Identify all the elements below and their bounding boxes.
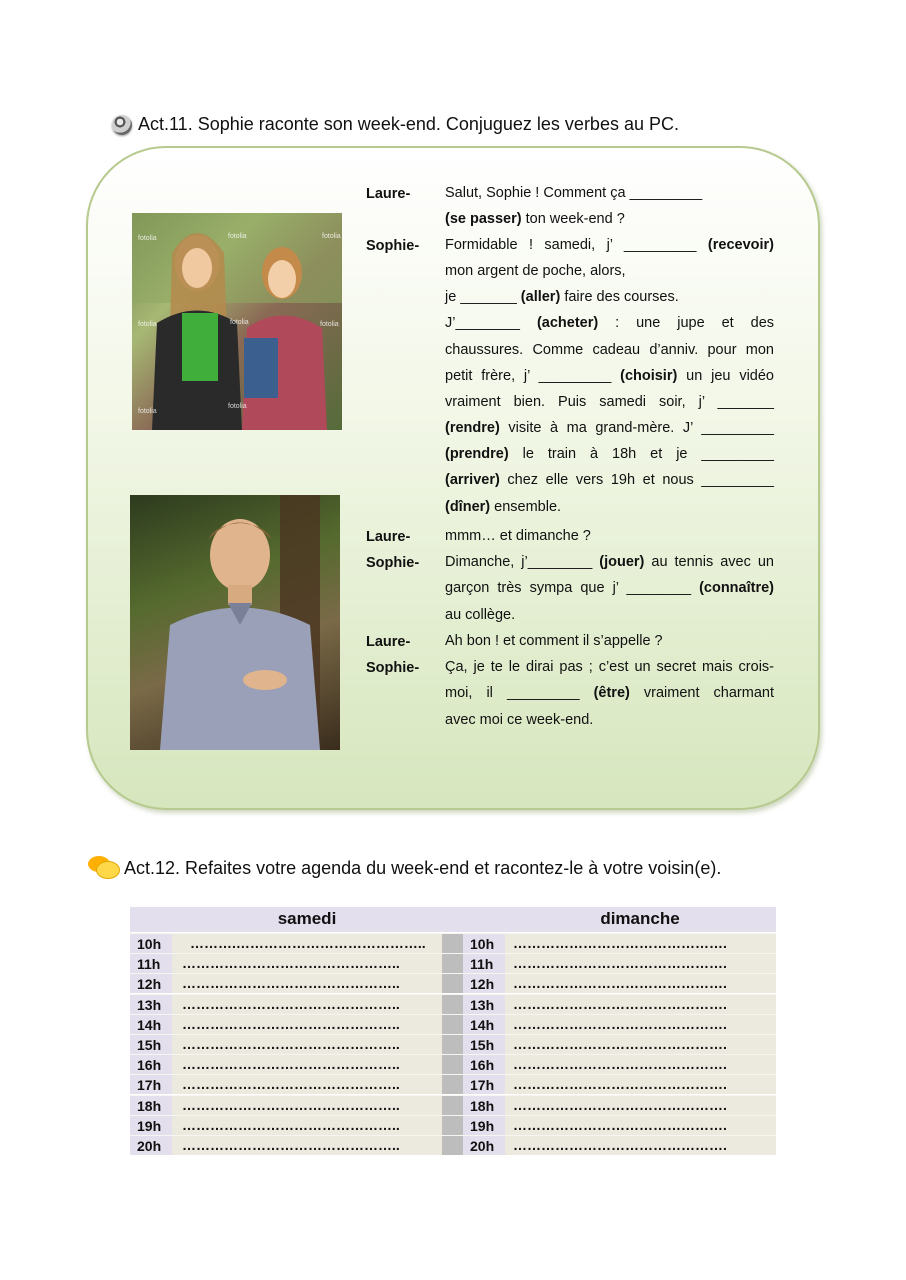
line-samedi: ……………………………………….. [172,953,442,973]
speaker-laure: Laure- [366,634,411,650]
agenda-row [130,994,776,1014]
act11-title-row [112,114,679,135]
hour-dimanche: 15h [463,1034,505,1054]
line-samedi: ……………………………………….. [172,1095,442,1115]
agenda-row [130,1074,776,1094]
speaker-laure: Laure- [366,529,411,545]
hour-samedi: 17h [130,1074,172,1094]
agenda-row [130,953,776,973]
speaker-sophie: Sophie- [366,555,420,571]
dialogue-line: Ah bon ! et comment il s’appelle ? [445,633,663,649]
photo-two-girls [132,213,342,430]
spacer-cell [442,1034,463,1054]
hour-dimanche: 11h [463,953,505,973]
hour-dimanche: 10h [463,933,505,953]
agenda-row [130,1095,776,1115]
line-samedi: ……………………………………….. [172,1135,442,1155]
boy-illustration [130,495,340,750]
line-dimanche: ………………………………………. [505,933,776,953]
hour-samedi: 20h [130,1135,172,1155]
hour-samedi: 19h [130,1115,172,1135]
agenda-row [130,1135,776,1155]
line-samedi: ……….………………………………….. [172,933,442,953]
dialogue-line: chaussures. Comme cadeau d’anniv. pour mon [445,342,774,358]
watermark: fotolia [320,321,339,328]
spacer-cell [442,1054,463,1074]
agenda-row [130,1054,776,1074]
act12-title: Act.12. Refaites votre agenda du week-end et racontez-le à votre voisin(e). [124,857,722,878]
dialogue-line: Formidable ! samedi, j’ _________ (recevoir) [445,237,774,253]
act12-title-row [88,856,721,880]
hour-samedi: 13h [130,994,172,1014]
speaker-laure: Laure- [366,186,411,202]
watermark: fotolia [228,403,247,410]
line-dimanche: ………………………………………. [505,973,776,993]
line-samedi: ……………………………………….. [172,973,442,993]
dialogue-line: (prendre) le train à 18h et je _________ [445,446,774,462]
dialogue-line: je _______ (aller) faire des courses. [445,289,679,305]
act11-title: Act.11. Sophie raconte son week-end. Conjuguez les verbes au PC. [138,114,679,134]
line-samedi: ……………………………………….. [172,1054,442,1074]
spacer-cell [442,1115,463,1135]
hour-samedi: 18h [130,1095,172,1115]
photo-boy [130,495,340,750]
hour-samedi: 14h [130,1014,172,1034]
dialogue-line: petit frère, j’ _________ (choisir) un jeu vidéo [445,368,774,384]
dialogue-line: Dimanche, j’________ (jouer) au tennis avec un [445,554,774,570]
hour-dimanche: 18h [463,1095,505,1115]
hour-samedi: 10h [130,933,172,953]
line-samedi: ……………………………………….. [172,1074,442,1094]
speaker-sophie: Sophie- [366,660,420,676]
spacer-cell [442,907,463,932]
agenda-header-row [130,907,776,932]
spacer-cell [442,994,463,1014]
spacer-cell [442,1014,463,1034]
dialogue-line: Salut, Sophie ! Comment ça _________ [445,185,703,201]
line-samedi: ……………………………………….. [172,1115,442,1135]
line-dimanche: ………………………………………. [505,1074,776,1094]
hour-dimanche: 13h [463,994,505,1014]
spacer-cell [442,933,463,953]
dialogue-line: (rendre) visite à ma grand-mère. J’ _________ [445,420,774,436]
dialogue-line: (dîner) ensemble. [445,499,562,515]
line-samedi: ……………………………………….. [172,1014,442,1034]
cd-icon [112,115,132,135]
line-samedi: ……………………………………….. [172,994,442,1014]
hour-dimanche: 19h [463,1115,505,1135]
hour-samedi: 15h [130,1034,172,1054]
spacer-cell [442,953,463,973]
agenda-row [130,1034,776,1054]
dialogue-line: vraiment bien. Puis samedi soir, j’ _______ [445,394,774,410]
spacer-cell [442,1135,463,1155]
hour-dimanche: 14h [463,1014,505,1034]
hour-dimanche: 17h [463,1074,505,1094]
watermark: fotolia [230,319,249,326]
dialogue-line: au collège. [445,607,516,623]
spacer-cell [442,1074,463,1094]
dialogue-line: garçon très sympa que j’ ________ (connaître) [445,580,774,596]
hour-samedi: 11h [130,953,172,973]
watermark: fotolia [138,408,157,415]
line-dimanche: ………………………………………. [505,1135,776,1155]
spacer-cell [442,1095,463,1115]
dialogue-line: moi, il _________ (être) vraiment charmant [445,685,774,701]
line-dimanche: ………………………………………. [505,953,776,973]
dialogue-line: (se passer) ton week-end ? [445,211,625,227]
watermark: fotolia [138,321,157,328]
agenda-row [130,973,776,993]
speaker-sophie: Sophie- [366,238,420,254]
line-samedi: ……………………………………….. [172,1034,442,1054]
hour-dimanche: 12h [463,973,505,993]
agenda-row [130,1014,776,1034]
hour-samedi: 12h [130,973,172,993]
dialogue-line: Ça, je te le dirai pas ; c’est un secret mais crois- [445,659,774,675]
line-dimanche: ………………………………………. [505,994,776,1014]
watermark: fotolia [138,235,157,242]
dialogue-line: J’________ (acheter) : une jupe et des [445,315,775,331]
line-dimanche: ………………………………………. [505,1095,776,1115]
agenda-row [130,933,776,953]
agenda-row [130,1115,776,1135]
watermark: fotolia [228,233,247,240]
hour-dimanche: 16h [463,1054,505,1074]
hour-samedi: 16h [130,1054,172,1074]
header-samedi: samedi [277,909,337,928]
line-dimanche: ………………………………………. [505,1054,776,1074]
speech-bubble-icon [88,856,118,880]
header-dimanche: dimanche [600,909,680,928]
line-dimanche: ………………………………………. [505,1014,776,1034]
hour-dimanche: 20h [463,1135,505,1155]
line-dimanche: ………………………………………. [505,1115,776,1135]
spacer-cell [442,973,463,993]
line-dimanche: ………………………………………. [505,1034,776,1054]
dialogue-line: avec moi ce week-end. [445,712,594,728]
dialogue-line: (arriver) chez elle vers 19h et nous _________ [445,472,774,488]
dialogue-line: mon argent de poche, alors, [445,263,626,279]
watermark: fotolia [322,233,341,240]
dialogue-line: mmm… et dimanche ? [445,528,591,544]
